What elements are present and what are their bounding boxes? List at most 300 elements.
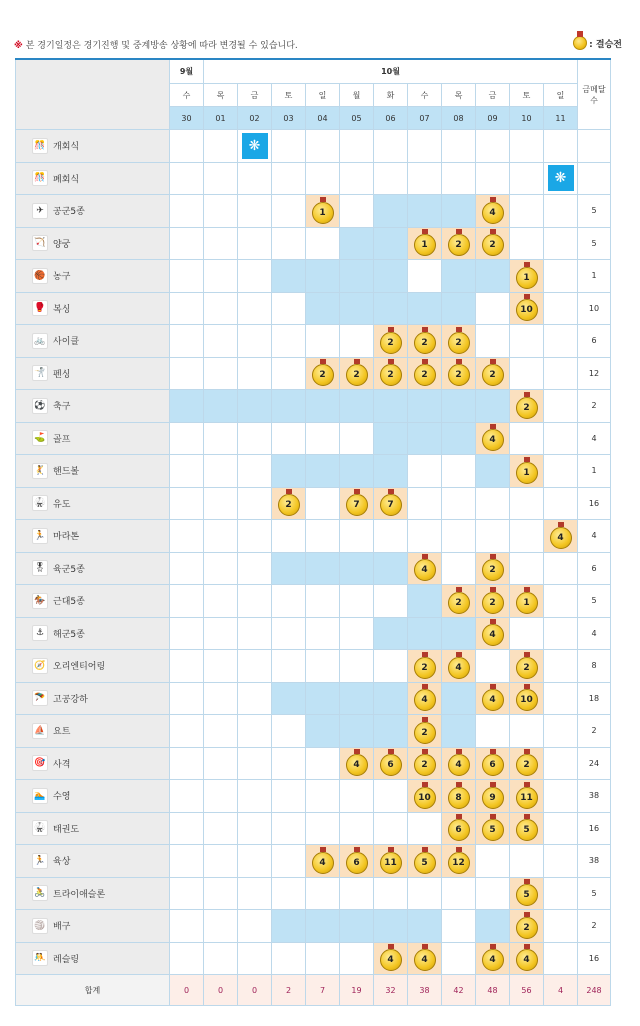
sport-cell	[16, 162, 170, 195]
sport-label-wrap	[16, 593, 169, 609]
gold-medal-count: 2	[414, 722, 436, 744]
schedule-cell	[408, 487, 442, 520]
schedule-cell	[408, 162, 442, 195]
gold-medal-count: 7	[380, 494, 402, 516]
gold-medal-count: 4	[312, 852, 334, 874]
sport-icon: 🥋	[32, 820, 48, 836]
schedule-cell	[272, 357, 306, 390]
sport-row	[16, 650, 611, 683]
summary-day-total: 48	[476, 975, 510, 1006]
sport-label-wrap	[16, 820, 169, 836]
gold-medal-count: 2	[448, 332, 470, 354]
sport-icon: 🏊	[32, 788, 48, 804]
sport-row	[16, 942, 611, 975]
sport-label-wrap	[16, 333, 169, 349]
sport-gold-total: 16	[578, 487, 611, 520]
schedule-cell	[170, 552, 204, 585]
schedule-cell	[476, 487, 510, 520]
schedule-cell	[238, 325, 272, 358]
schedule-cell	[340, 617, 374, 650]
schedule-cell	[306, 747, 340, 780]
sport-icon: 🏀	[32, 268, 48, 284]
date-label: 10	[510, 107, 544, 130]
schedule-cell	[408, 520, 442, 553]
sport-icon: 🤼	[32, 950, 48, 966]
sport-name: 농구	[53, 272, 71, 283]
final-medal-cell	[374, 747, 408, 780]
schedule-cell	[476, 325, 510, 358]
sport-cell	[16, 910, 170, 943]
schedule-cell	[204, 747, 238, 780]
schedule-cell	[272, 780, 306, 813]
final-medal-cell	[510, 812, 544, 845]
date-label: 08	[442, 107, 476, 130]
schedule-cell	[510, 227, 544, 260]
sport-row	[16, 715, 611, 748]
final-medal-cell	[442, 845, 476, 878]
competition-day-cell	[442, 260, 476, 293]
schedule-cell	[306, 162, 340, 195]
schedule-cell	[340, 812, 374, 845]
gold-medal-count: 4	[448, 657, 470, 679]
sport-row	[16, 227, 611, 260]
schedule-cell	[204, 942, 238, 975]
sport-cell	[16, 390, 170, 423]
competition-day-cell	[306, 292, 340, 325]
gold-medal-count: 2	[516, 754, 538, 776]
sport-gold-total: 4	[578, 422, 611, 455]
sport-row	[16, 487, 611, 520]
sport-icon: 🏃	[32, 853, 48, 869]
sport-icon: 🪂	[32, 690, 48, 706]
schedule-cell	[272, 942, 306, 975]
sport-gold-total	[578, 130, 611, 163]
schedule-cell	[374, 520, 408, 553]
schedule-cell	[408, 812, 442, 845]
schedule-cell	[544, 130, 578, 163]
gold-medal-count: 2	[312, 364, 334, 386]
competition-day-cell	[442, 617, 476, 650]
date-label: 11	[544, 107, 578, 130]
sport-cell	[16, 195, 170, 228]
schedule-cell	[340, 520, 374, 553]
sport-row	[16, 617, 611, 650]
summary-day-total: 56	[510, 975, 544, 1006]
sport-row	[16, 747, 611, 780]
sport-label-wrap	[16, 885, 169, 901]
competition-day-cell	[340, 552, 374, 585]
schedule-cell	[238, 357, 272, 390]
gold-medal-count: 2	[380, 332, 402, 354]
schedule-cell	[476, 877, 510, 910]
sport-label-wrap	[16, 788, 169, 804]
sport-icon: ⛵	[32, 723, 48, 739]
schedule-cell	[340, 877, 374, 910]
schedule-cell	[170, 292, 204, 325]
schedule-cell	[510, 520, 544, 553]
sport-row	[16, 260, 611, 293]
schedule-cell	[272, 162, 306, 195]
sport-name: 배구	[53, 922, 71, 933]
schedule-cell	[442, 487, 476, 520]
sport-row	[16, 292, 611, 325]
gold-medal-count: 6	[380, 754, 402, 776]
schedule-cell	[170, 845, 204, 878]
schedule-cell	[510, 195, 544, 228]
competition-day-cell	[340, 292, 374, 325]
gold-medal-count: 12	[448, 852, 470, 874]
sport-cell	[16, 552, 170, 585]
schedule-cell	[238, 195, 272, 228]
weekday-label: 토	[272, 84, 306, 107]
schedule-cell	[170, 422, 204, 455]
sport-gold-total: 38	[578, 845, 611, 878]
competition-day-cell	[170, 390, 204, 423]
competition-day-cell	[442, 292, 476, 325]
schedule-cell	[272, 422, 306, 455]
sport-gold-total: 5	[578, 877, 611, 910]
final-medal-cell	[510, 877, 544, 910]
schedule-cell	[204, 910, 238, 943]
final-medal-cell	[510, 390, 544, 423]
sport-name: 수영	[53, 792, 71, 803]
sport-gold-total: 5	[578, 195, 611, 228]
sport-label-wrap	[16, 463, 169, 479]
month-label: 9월	[170, 59, 204, 84]
summary-grand-total: 248	[578, 975, 611, 1006]
schedule-cell	[238, 520, 272, 553]
final-medal-cell	[340, 487, 374, 520]
gold-medal-count: 2	[414, 657, 436, 679]
sport-icon: ⚽	[32, 398, 48, 414]
final-medal-cell	[510, 292, 544, 325]
sport-row	[16, 357, 611, 390]
schedule-cell	[170, 520, 204, 553]
sport-row	[16, 682, 611, 715]
competition-day-cell	[408, 422, 442, 455]
sport-label-wrap	[16, 268, 169, 284]
schedule-cell	[238, 747, 272, 780]
summary-day-total: 38	[408, 975, 442, 1006]
gold-medal-count: 1	[414, 234, 436, 256]
gold-medal-count: 2	[482, 234, 504, 256]
gold-medal-count: 10	[516, 689, 538, 711]
sport-gold-total: 12	[578, 357, 611, 390]
competition-day-cell	[408, 390, 442, 423]
summary-day-total: 0	[170, 975, 204, 1006]
schedule-cell	[238, 845, 272, 878]
schedule-cell	[476, 715, 510, 748]
gold-medal-count: 2	[448, 364, 470, 386]
final-medal-cell	[476, 357, 510, 390]
sport-icon: 🎯	[32, 755, 48, 771]
gold-medal-count: 4	[448, 754, 470, 776]
gold-medal-count: 4	[414, 689, 436, 711]
final-medal-cell	[476, 585, 510, 618]
schedule-cell	[272, 520, 306, 553]
schedule-cell	[238, 942, 272, 975]
competition-day-cell	[340, 260, 374, 293]
competition-day-cell	[476, 910, 510, 943]
sport-label-wrap	[16, 170, 169, 186]
sport-label-wrap	[16, 495, 169, 511]
final-medal-cell	[306, 845, 340, 878]
schedule-cell	[272, 292, 306, 325]
date-label: 30	[170, 107, 204, 130]
legend	[573, 36, 622, 50]
schedule-cell	[204, 357, 238, 390]
schedule-cell	[476, 845, 510, 878]
schedule-cell	[340, 422, 374, 455]
schedule-cell	[204, 487, 238, 520]
sport-label-wrap	[16, 300, 169, 316]
legend-label: : 결승전	[589, 39, 622, 50]
schedule-cell	[238, 552, 272, 585]
final-medal-cell	[408, 552, 442, 585]
schedule-cell	[544, 617, 578, 650]
sport-row	[16, 455, 611, 488]
schedule-cell	[170, 357, 204, 390]
sport-label-wrap	[16, 235, 169, 251]
competition-day-cell	[238, 390, 272, 423]
schedule-cell	[544, 747, 578, 780]
sport-cell	[16, 877, 170, 910]
sport-icon: 🎊	[32, 138, 48, 154]
schedule-cell	[408, 877, 442, 910]
schedule-cell	[340, 195, 374, 228]
final-medal-cell	[476, 227, 510, 260]
sport-cell	[16, 747, 170, 780]
sport-icon: 🚲	[32, 333, 48, 349]
gold-medal-count: 2	[448, 234, 470, 256]
final-medal-cell	[408, 325, 442, 358]
schedule-cell	[544, 780, 578, 813]
sport-icon: 🤺	[32, 365, 48, 381]
competition-day-cell	[306, 455, 340, 488]
date-label: 02	[238, 107, 272, 130]
gold-medal-count: 2	[448, 592, 470, 614]
schedule-cell	[272, 195, 306, 228]
schedule-cell	[544, 845, 578, 878]
schedule-cell	[170, 260, 204, 293]
competition-day-cell	[272, 260, 306, 293]
competition-day-cell	[306, 260, 340, 293]
competition-day-cell	[306, 682, 340, 715]
final-medal-cell	[408, 357, 442, 390]
schedule-cell	[510, 552, 544, 585]
competition-day-cell	[374, 552, 408, 585]
sport-row	[16, 910, 611, 943]
sport-cell	[16, 617, 170, 650]
sport-row	[16, 130, 611, 163]
schedule-cell	[204, 422, 238, 455]
competition-day-cell	[306, 390, 340, 423]
sport-name: 해군5종	[53, 629, 85, 640]
gold-medal-count: 4	[482, 624, 504, 646]
sport-gold-total: 5	[578, 585, 611, 618]
sport-name: 트라이애슬론	[53, 889, 106, 900]
sport-name: 골프	[53, 434, 71, 445]
schedule-cell	[170, 682, 204, 715]
competition-day-cell	[374, 227, 408, 260]
gold-medal-count: 2	[414, 754, 436, 776]
gold-medal-count: 2	[482, 559, 504, 581]
gold-medal-count: 4	[414, 559, 436, 581]
sport-label-wrap	[16, 950, 169, 966]
sport-row	[16, 390, 611, 423]
final-medal-cell	[408, 942, 442, 975]
schedule-cell	[544, 195, 578, 228]
sport-row	[16, 877, 611, 910]
competition-day-cell	[340, 227, 374, 260]
notice-marker: ※	[14, 41, 23, 51]
schedule-cell	[272, 130, 306, 163]
competition-day-cell	[340, 390, 374, 423]
competition-day-cell	[442, 422, 476, 455]
final-medal-cell	[408, 747, 442, 780]
schedule-cell	[204, 715, 238, 748]
gold-medal-count: 2	[482, 592, 504, 614]
schedule-cell	[306, 422, 340, 455]
schedule-cell	[238, 910, 272, 943]
gold-medal-count: 1	[516, 592, 538, 614]
sport-row	[16, 780, 611, 813]
sport-cell	[16, 130, 170, 163]
schedule-cell	[442, 552, 476, 585]
schedule-cell	[272, 325, 306, 358]
date-label: 01	[204, 107, 238, 130]
schedule-cell	[170, 942, 204, 975]
final-medal-cell	[442, 747, 476, 780]
notice-text: 본 경기일정은 경기진행 및 중계방송 상황에 따라 변경될 수 있습니다.	[25, 41, 298, 51]
sport-name: 복싱	[53, 304, 71, 315]
weekday-label: 금	[476, 84, 510, 107]
schedule-cell	[306, 780, 340, 813]
summary-day-total: 2	[272, 975, 306, 1006]
sport-row	[16, 552, 611, 585]
schedule-cell	[340, 162, 374, 195]
schedule-cell	[204, 552, 238, 585]
gold-medal-count: 5	[414, 852, 436, 874]
competition-day-cell	[374, 260, 408, 293]
schedule-cell	[442, 910, 476, 943]
final-medal-cell	[510, 942, 544, 975]
final-medal-cell	[340, 845, 374, 878]
schedule-cell	[306, 650, 340, 683]
final-medal-cell	[476, 747, 510, 780]
date-label: 05	[340, 107, 374, 130]
gold-medal-count: 2	[516, 397, 538, 419]
date-label: 09	[476, 107, 510, 130]
final-medal-cell	[442, 585, 476, 618]
sport-gold-total: 10	[578, 292, 611, 325]
final-medal-cell	[510, 650, 544, 683]
schedule-cell	[170, 780, 204, 813]
schedule-cell	[272, 812, 306, 845]
schedule-cell	[272, 585, 306, 618]
sport-gold-total: 4	[578, 617, 611, 650]
schedule-cell	[204, 845, 238, 878]
schedule-cell	[476, 130, 510, 163]
schedule-cell	[510, 325, 544, 358]
schedule-cell	[204, 812, 238, 845]
sport-icon: 🏃	[32, 528, 48, 544]
competition-day-cell	[442, 682, 476, 715]
schedule-cell	[272, 715, 306, 748]
sport-cell	[16, 455, 170, 488]
sport-name: 핸드볼	[53, 467, 80, 478]
schedule-cell	[272, 650, 306, 683]
competition-day-cell	[442, 195, 476, 228]
competition-day-cell	[340, 682, 374, 715]
competition-day-cell	[374, 715, 408, 748]
sport-gold-total: 16	[578, 812, 611, 845]
gold-medal-count: 2	[380, 364, 402, 386]
schedule-cell	[476, 292, 510, 325]
schedule-cell	[170, 650, 204, 683]
schedule-cell	[544, 357, 578, 390]
sport-label-wrap	[16, 658, 169, 674]
schedule-cell	[238, 162, 272, 195]
weekday-label: 토	[510, 84, 544, 107]
sport-row	[16, 325, 611, 358]
schedule-cell	[306, 585, 340, 618]
competition-day-cell	[204, 390, 238, 423]
schedule-cell	[238, 715, 272, 748]
final-medal-cell	[272, 487, 306, 520]
header-corner	[16, 59, 170, 130]
competition-day-cell	[476, 260, 510, 293]
schedule-cell	[170, 585, 204, 618]
gold-medal-count: 2	[278, 494, 300, 516]
date-label: 03	[272, 107, 306, 130]
schedule-cell	[306, 520, 340, 553]
schedule-cell	[442, 455, 476, 488]
gold-medal-count: 1	[516, 462, 538, 484]
sport-icon: ⚓	[32, 625, 48, 641]
schedule-cell	[204, 292, 238, 325]
sport-cell	[16, 422, 170, 455]
gold-medal-count: 2	[516, 657, 538, 679]
schedule-cell	[408, 455, 442, 488]
schedule-cell	[272, 845, 306, 878]
sport-name: 오리엔티어링	[53, 662, 106, 673]
sport-cell	[16, 292, 170, 325]
final-medal-cell	[408, 780, 442, 813]
final-medal-cell	[408, 227, 442, 260]
sport-name: 폐회식	[53, 174, 80, 185]
sport-name: 유도	[53, 499, 71, 510]
sport-gold-total: 5	[578, 227, 611, 260]
sport-icon: 🥊	[32, 300, 48, 316]
sport-gold-total: 6	[578, 552, 611, 585]
schedule-cell	[170, 617, 204, 650]
final-medal-cell	[340, 747, 374, 780]
schedule-cell	[238, 585, 272, 618]
sport-label-wrap	[16, 560, 169, 576]
schedule-cell	[272, 747, 306, 780]
month-label: 10월	[204, 59, 578, 84]
sport-cell	[16, 487, 170, 520]
schedule-cell	[238, 422, 272, 455]
schedule-cell	[306, 487, 340, 520]
sport-icon: 🎖	[32, 560, 48, 576]
final-medal-cell	[476, 195, 510, 228]
final-medal-cell	[476, 812, 510, 845]
schedule-cell	[204, 227, 238, 260]
schedule-cell	[238, 650, 272, 683]
sport-icon: 🥋	[32, 495, 48, 511]
